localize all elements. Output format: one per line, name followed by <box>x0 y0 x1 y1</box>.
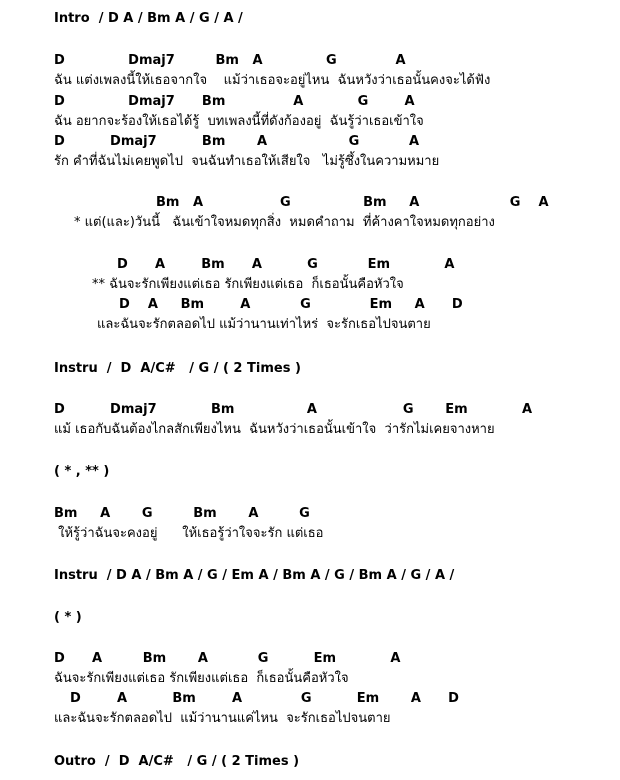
intro-line: Intro / D A / Bm A / G / A / <box>54 11 243 26</box>
final-chorus-lyric-1: ฉันจะรักเพียงแต่เธอ รักเพียงแต่เธอ ก็เธอนั้นคือหัวใจ <box>54 671 349 686</box>
verse2-chords: D Dmaj7 Bm A G Em A <box>54 402 533 417</box>
verse1-lyric-2: ฉัน อยากจะร้องให้เธอได้รู้ บทเพลงนี้ที่ดังก้องอยู่ ฉันรู้ว่าเธอเข้าใจ <box>54 114 424 129</box>
verse1-chords-2: D Dmaj7 Bm A G A <box>54 94 415 109</box>
pre-chorus-chords: Bm A G Bm A G A <box>156 195 549 210</box>
outro-line: Outro / D A/C# / G / ( 2 Times ) <box>54 754 300 769</box>
verse1-chords-3: D Dmaj7 Bm A G A <box>54 134 420 149</box>
chorus-chords-2: D A Bm A G Em A D <box>119 297 463 312</box>
repeat-marker-1: ( * , ** ) <box>54 464 110 479</box>
pre-chorus-lyric: * แต่(และ)วันนี้ ฉันเข้าใจหมดทุกสิ่ง หมดคำถาม ที่ค้างคาใจหมดทุกอย่าง <box>74 215 495 230</box>
chorus-lyric-2: และฉันจะรักตลอดไป แม้ว่านานเท่าไหร่ จะรักเธอไปจนตาย <box>97 317 431 332</box>
bridge-lyric: ให้รู้ว่าฉันจะคงอยู่ ให้เธอรู้ว่าใจจะรัก แต่เธอ <box>54 526 324 541</box>
chorus-chords-1: D A Bm A G Em A <box>117 257 455 272</box>
instru-line-2: Instru / D A / Bm A / G / Em A / Bm A / G / Bm A / G / A / <box>54 568 455 583</box>
repeat-marker-2: ( * ) <box>54 610 82 625</box>
verse1-lyric-3: รัก คำที่ฉันไม่เคยพูดไป จนฉันทำเธอให้เสียใจ ไม่รู้ซึ้งในความหมาย <box>54 154 440 169</box>
chorus-lyric-1: ** ฉันจะรักเพียงแต่เธอ รักเพียงแต่เธอ ก็เธอนั้นคือหัวใจ <box>92 277 404 292</box>
final-chorus-chords-1: D A Bm A G Em A <box>54 651 401 666</box>
instru-line-1: Instru / D A/C# / G / ( 2 Times ) <box>54 361 301 376</box>
final-chorus-lyric-2: และฉันจะรักตลอดไป แม้ว่านานแค่ไหน จะรักเธอไปจนตาย <box>54 711 391 726</box>
verse1-lyric-1: ฉัน แต่งเพลงนี้ให้เธอจากใจ แม้ว่าเธอจะอยู่ไหน ฉันหวังว่าเธอนั้นคงจะได้ฟัง <box>54 73 491 88</box>
bridge-chords: Bm A G Bm A G <box>54 506 310 521</box>
verse1-chords-1: D Dmaj7 Bm A G A <box>54 53 406 68</box>
verse2-lyric: แม้ เธอกับฉันต้องไกลสักเพียงไหน ฉันหวังว่าเธอนั้นเข้าใจ ว่ารักไม่เคยจางหาย <box>54 422 495 437</box>
final-chorus-chords-2: D A Bm A G Em A D <box>70 691 459 706</box>
